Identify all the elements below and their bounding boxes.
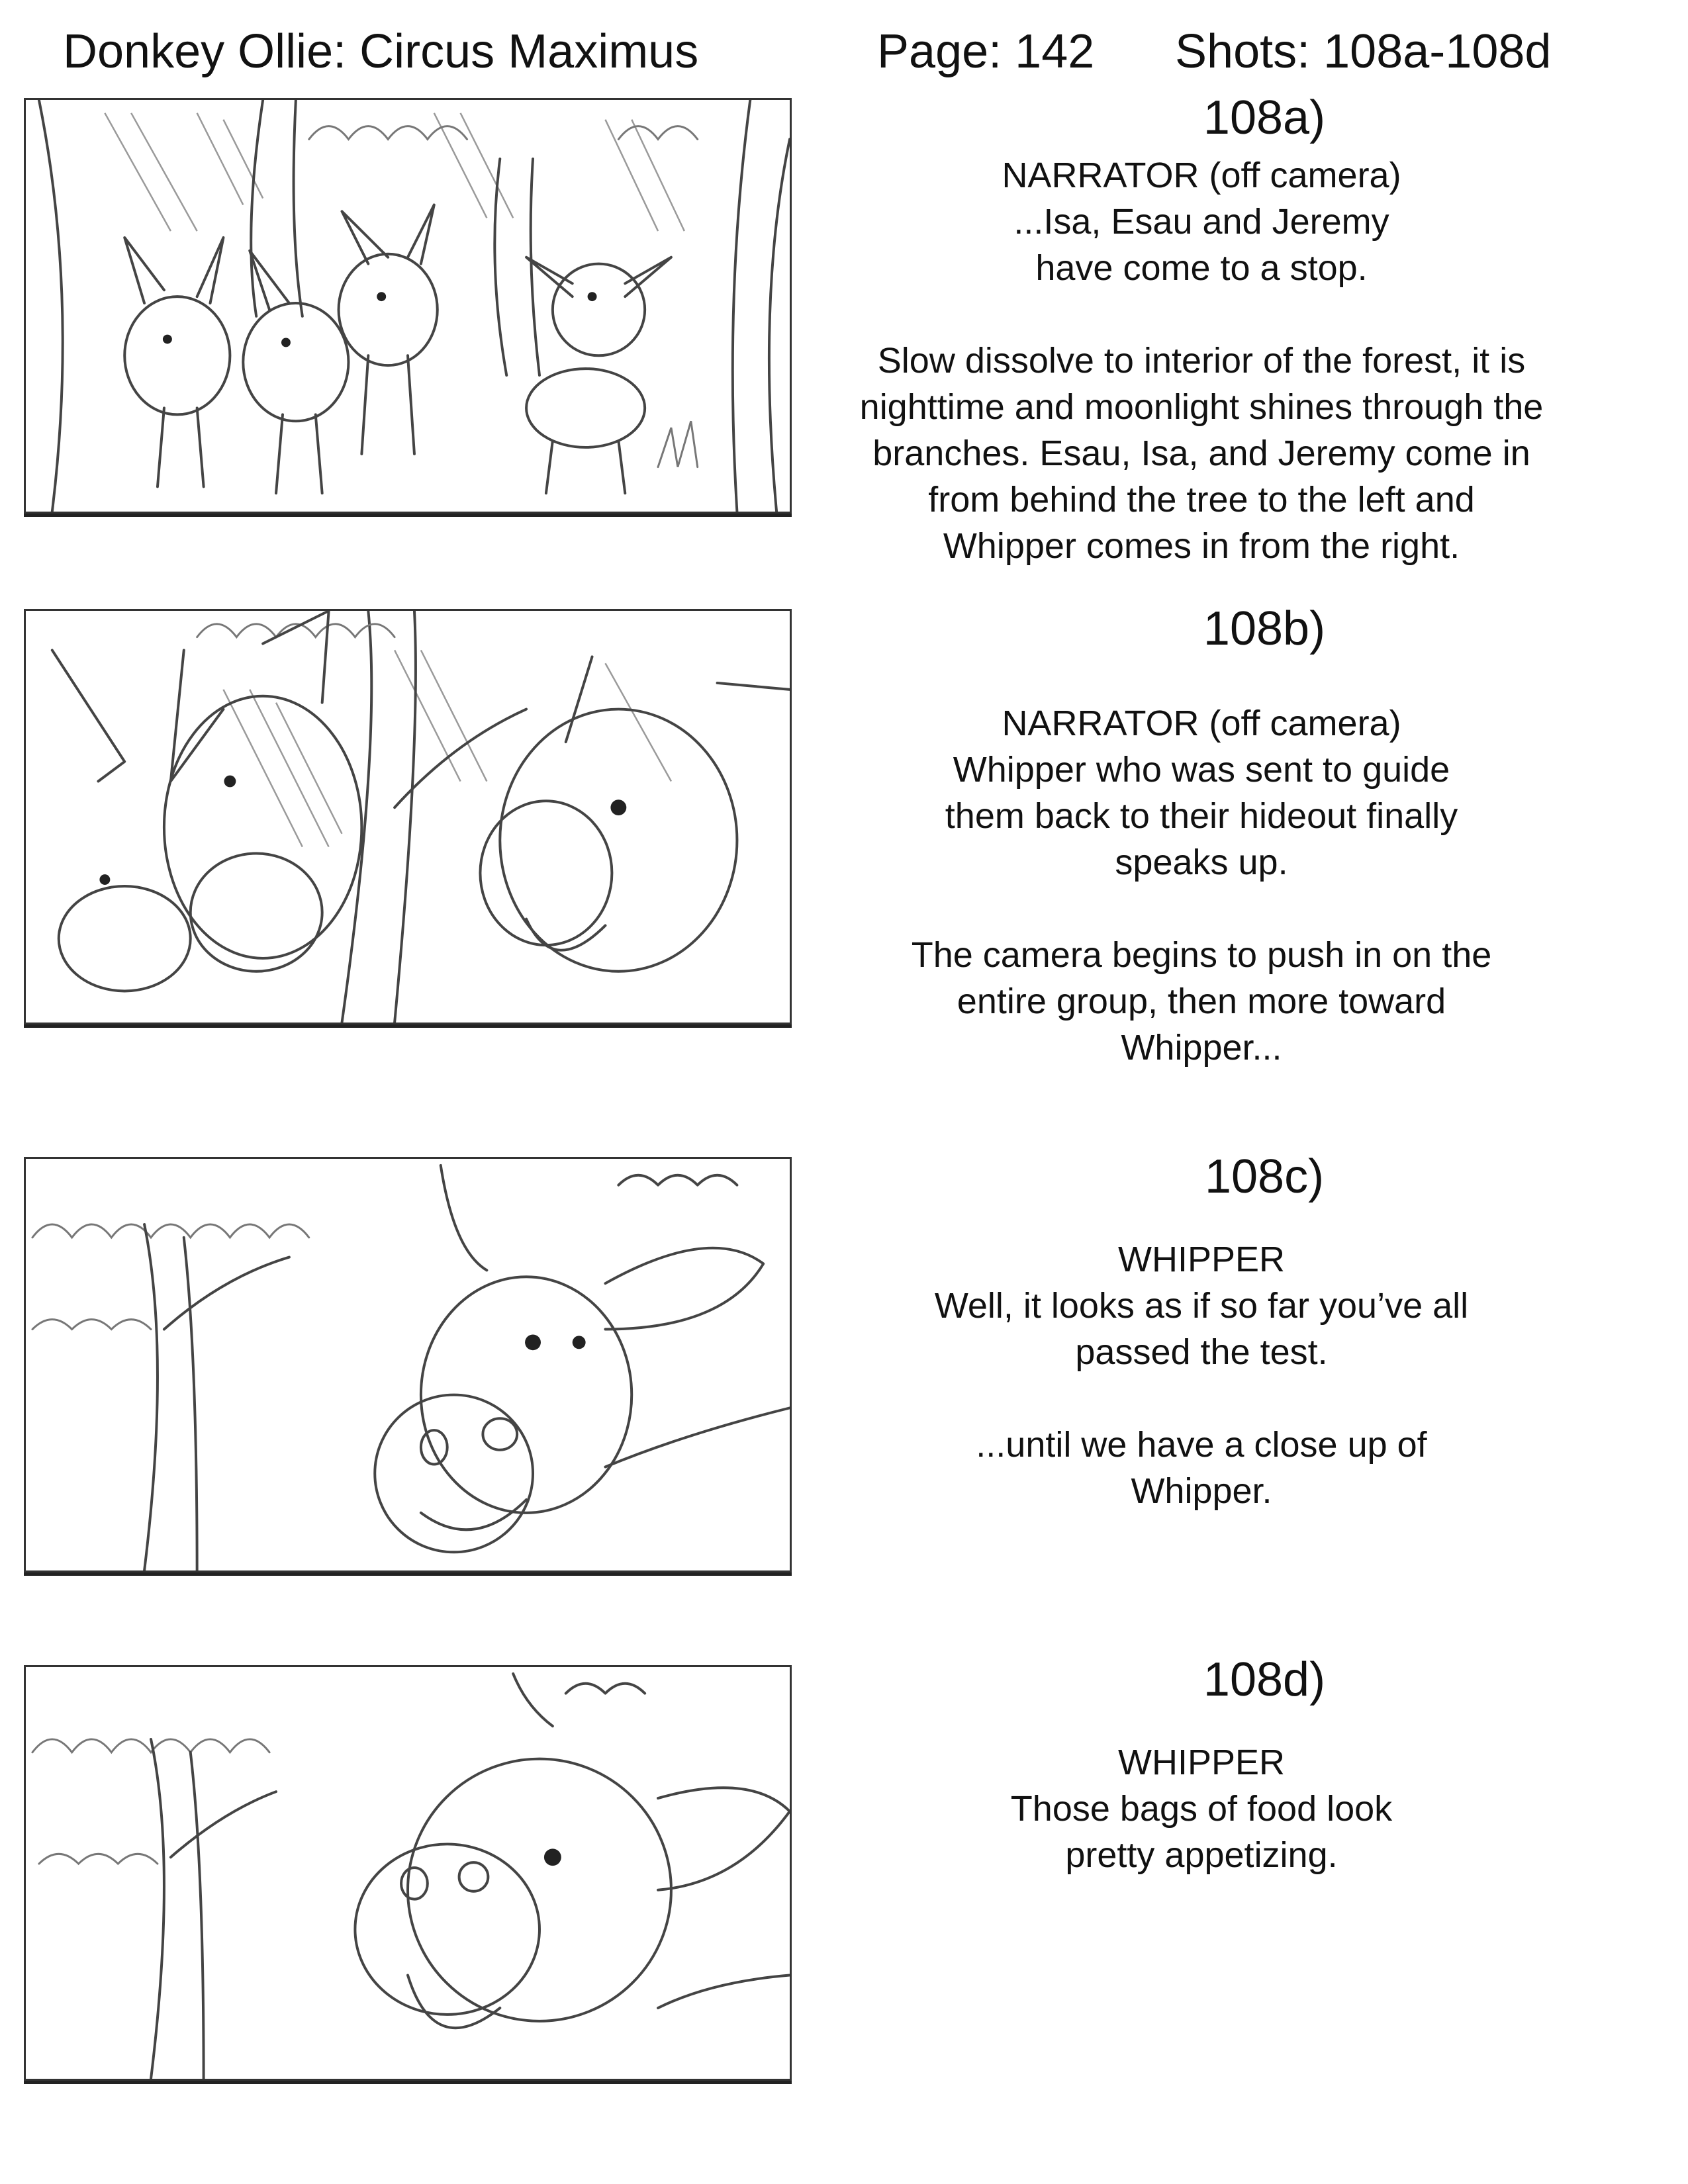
desc-line: Whipper... <box>1121 1028 1282 1068</box>
panel-108d-sketch <box>24 1665 792 2081</box>
desc-line: entire group, then more toward <box>957 981 1446 1021</box>
desc-line: WHIPPER <box>1117 1743 1286 1782</box>
desc-line: NARRATOR (off camera) <box>1002 704 1401 743</box>
desc-line: WHIPPER <box>1117 1240 1286 1279</box>
panel-108d-shadow <box>24 2081 792 2084</box>
desc-line: passed the test. <box>1075 1332 1328 1372</box>
desc-line: speaks up. <box>1115 842 1288 882</box>
desc-line: Well, it looks as if so far you’ve all <box>934 1286 1469 1326</box>
desc-line: Whipper. <box>1131 1471 1272 1511</box>
desc-line: ...Isa, Esau and Jeremy <box>1013 202 1389 242</box>
desc-line: NARRATOR (off camera) <box>1002 156 1401 195</box>
desc-line: them back to their hideout finally <box>945 796 1458 836</box>
desc-line: branches. Esau, Isa, and Jeremy come in <box>872 433 1530 473</box>
desc-line: nighttime and moonlight shines through the <box>859 387 1544 427</box>
page-number: Page: 142 <box>877 25 1095 78</box>
panel-108c-sketch <box>24 1157 792 1572</box>
desc-line: pretty appetizing. <box>1065 1835 1338 1875</box>
desc-line: Slow dissolve to interior of the forest, it is <box>877 341 1526 381</box>
desc-line: ...until we have a close up of <box>976 1425 1427 1465</box>
panel-108b-shadow <box>24 1024 792 1028</box>
desc-line: from behind the tree to the left and <box>928 480 1475 520</box>
shot-label-108a: 108a) <box>1203 91 1326 144</box>
shot-range: Shots: 108a-108d <box>1175 25 1552 78</box>
shot-label-108c: 108c) <box>1204 1150 1325 1203</box>
desc-line: Whipper who was sent to guide <box>953 750 1450 790</box>
desc-line: The camera begins to push in on the <box>911 935 1492 975</box>
shot-label-108d: 108d) <box>1203 1653 1326 1706</box>
desc-line: Those bags of food look <box>1010 1789 1393 1829</box>
storyboard-title: Donkey Ollie: Circus Maximus <box>63 25 699 78</box>
panel-108a-shadow <box>24 514 792 517</box>
panel-108b-sketch <box>24 609 792 1024</box>
desc-line: have come to a stop. <box>1035 248 1368 288</box>
shot-description-108a <box>801 152 1602 569</box>
shot-description-108c <box>801 1236 1602 1514</box>
panel-108c-shadow <box>24 1572 792 1576</box>
shot-description-108d <box>801 1739 1602 1878</box>
shot-description-108b <box>801 700 1602 1071</box>
desc-line: Whipper comes in from the right. <box>943 526 1460 566</box>
shot-label-108b: 108b) <box>1203 602 1326 655</box>
panel-108a-sketch <box>24 98 792 514</box>
